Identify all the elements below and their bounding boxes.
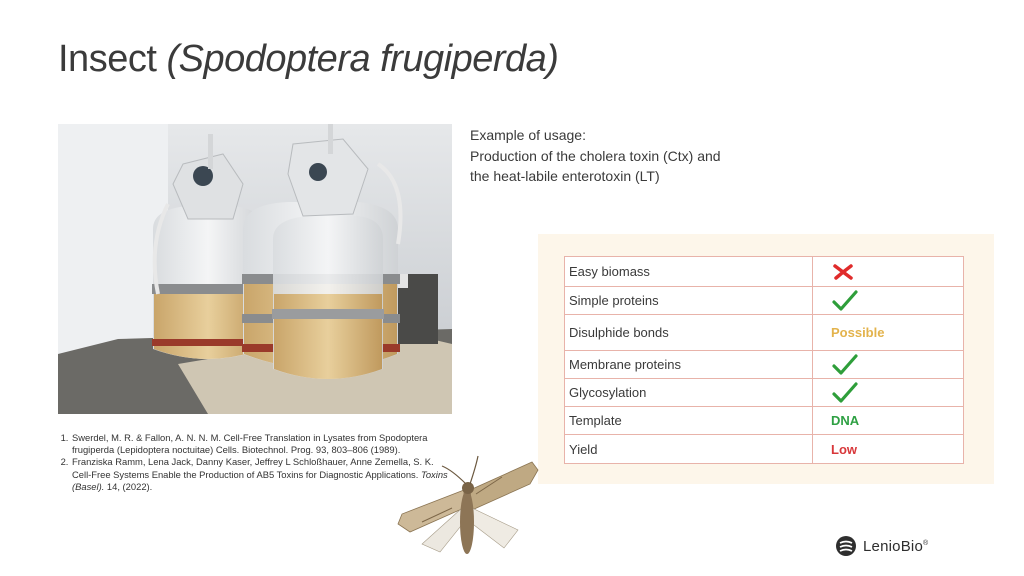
usage-line-2: the heat-labile enterotoxin (LT) (470, 168, 660, 184)
leniobio-logo (835, 534, 928, 558)
reference-2-text: Franziska Ramm, Lena Jack, Danny Kaser, Jeffrey L Schloßhauer, Anne Zemella, S. K. Cell-Free Systems Enable the Production of AB5 Toxins for Diagnostic Applications. (72, 456, 434, 480)
moth-image (392, 452, 542, 572)
usage-heading: Example of usage: (470, 127, 586, 143)
properties-table (564, 256, 964, 464)
row-value (813, 287, 964, 315)
row-value (813, 351, 964, 379)
check-icon (831, 382, 859, 404)
dna-value: DNA (831, 413, 860, 428)
table-row (565, 351, 964, 379)
row-label: Template (565, 407, 813, 435)
logo-text (863, 538, 928, 555)
reference-1: 1. Swerdel, M. R. & Fallon, A. N. N. M. Cell-Free Translation in Lysates from Spodoptera frugiperda (Lepidoptera noctuitae) Cells. Biotechnol. Prog. 93, 803–806 (1989). (71, 432, 448, 456)
usage-line-1: Production of the cholera toxin (Ctx) and (470, 147, 721, 164)
table-row (565, 287, 964, 315)
possible-value: Possible (831, 325, 885, 340)
logo-name: LenioBio (863, 537, 923, 555)
check-icon (831, 354, 859, 376)
row-value (813, 315, 964, 351)
cross-icon (831, 263, 855, 281)
title-species: (Spodoptera frugiperda) (166, 38, 559, 80)
slide-title (58, 38, 558, 81)
table-row (565, 379, 964, 407)
leniobio-logo-icon (835, 535, 857, 557)
low-value: Low (831, 441, 857, 457)
references (58, 432, 448, 493)
row-label: Disulphide bonds (565, 315, 813, 351)
table-row (565, 257, 964, 287)
check-icon (831, 290, 859, 312)
table-row (565, 315, 964, 351)
bioreactor-photo (58, 124, 452, 414)
row-value (813, 257, 964, 287)
row-label: Yield (565, 435, 813, 464)
row-label: Membrane proteins (565, 351, 813, 379)
title-main: Insect (58, 38, 167, 80)
row-label: Easy biomass (565, 257, 813, 287)
table-row (565, 407, 964, 435)
logo-registered: ® (922, 539, 929, 547)
table-row (565, 435, 964, 464)
row-value (813, 407, 964, 435)
reference-2-tail: 14, (2022). (104, 480, 153, 492)
row-value (813, 435, 964, 464)
reference-2-journal: Toxins (Basel). (72, 468, 448, 492)
row-value (813, 379, 964, 407)
row-label: Simple proteins (565, 287, 813, 315)
row-label: Glycosylation (565, 379, 813, 407)
usage-example (470, 125, 790, 187)
